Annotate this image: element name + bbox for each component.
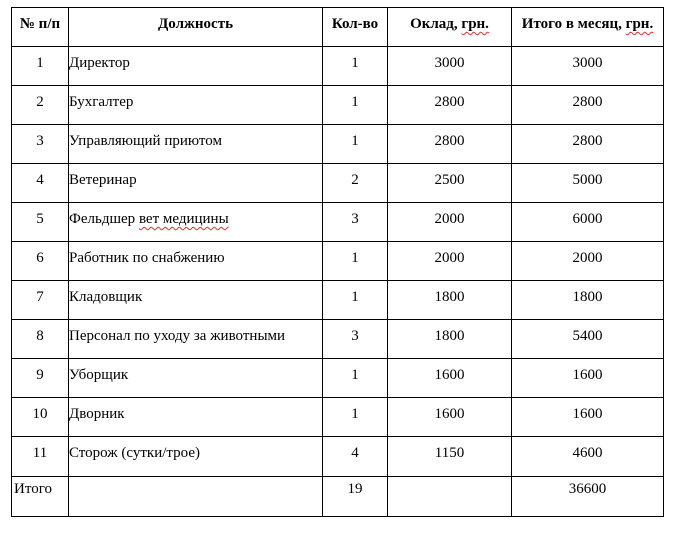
row-total: 2000 (512, 242, 664, 281)
row-total: 1600 (512, 359, 664, 398)
row-position: Фельдшер вет медицины (69, 203, 323, 242)
spellcheck-underline: вет медицины (138, 211, 229, 227)
table-header-row (12, 8, 664, 47)
total-qty: 19 (323, 477, 388, 517)
table-row (12, 125, 664, 164)
grand-total: 36600 (512, 477, 664, 517)
row-position: Кладовщик (69, 281, 323, 320)
table-row (12, 398, 664, 437)
row-qty: 1 (323, 125, 388, 164)
row-salary: 2000 (388, 242, 512, 281)
row-num: 5 (12, 203, 69, 242)
row-salary: 1800 (388, 320, 512, 359)
row-qty: 3 (323, 320, 388, 359)
row-num: 4 (12, 164, 69, 203)
header-position: Должность (69, 8, 323, 47)
row-position: Персонал по уходу за животными (69, 320, 323, 359)
row-salary: 1150 (388, 437, 512, 477)
table-row (12, 320, 664, 359)
header-monthly-total: Итого в месяц, грн. (512, 8, 664, 47)
row-salary: 1600 (388, 398, 512, 437)
total-salary-empty (388, 477, 512, 517)
row-qty: 1 (323, 281, 388, 320)
row-num: 3 (12, 125, 69, 164)
row-total: 2800 (512, 86, 664, 125)
row-total: 6000 (512, 203, 664, 242)
row-salary: 2500 (388, 164, 512, 203)
table-row (12, 281, 664, 320)
header-qty: Кол-во (323, 8, 388, 47)
row-position: Ветеринар (69, 164, 323, 203)
table-row (12, 437, 664, 477)
staff-salary-table (11, 7, 664, 517)
row-qty: 1 (323, 398, 388, 437)
row-num: 10 (12, 398, 69, 437)
row-position: Директор (69, 47, 323, 86)
row-qty: 1 (323, 86, 388, 125)
row-position: Бухгалтер (69, 86, 323, 125)
row-qty: 3 (323, 203, 388, 242)
row-num: 2 (12, 86, 69, 125)
row-qty: 1 (323, 47, 388, 86)
total-position-empty (69, 477, 323, 517)
table-total-row (12, 477, 664, 517)
spellcheck-underline: грн. (625, 16, 654, 32)
row-qty: 4 (323, 437, 388, 477)
table-row (12, 86, 664, 125)
row-num: 8 (12, 320, 69, 359)
row-position: Уборщик (69, 359, 323, 398)
row-position: Работник по снабжению (69, 242, 323, 281)
row-total: 4600 (512, 437, 664, 477)
row-salary: 2000 (388, 203, 512, 242)
row-num: 7 (12, 281, 69, 320)
table-row (12, 242, 664, 281)
row-salary: 1800 (388, 281, 512, 320)
row-total: 1600 (512, 398, 664, 437)
row-num: 9 (12, 359, 69, 398)
table-row (12, 203, 664, 242)
header-salary: Оклад, грн. (388, 8, 512, 47)
table-row (12, 47, 664, 86)
row-total: 5000 (512, 164, 664, 203)
table-row (12, 164, 664, 203)
header-num: № п/п (12, 8, 69, 47)
row-total: 1800 (512, 281, 664, 320)
row-qty: 1 (323, 242, 388, 281)
total-label: Итого (12, 477, 69, 517)
row-salary: 2800 (388, 86, 512, 125)
row-position: Управляющий приютом (69, 125, 323, 164)
row-qty: 2 (323, 164, 388, 203)
table-row (12, 359, 664, 398)
row-qty: 1 (323, 359, 388, 398)
row-total: 3000 (512, 47, 664, 86)
row-total: 2800 (512, 125, 664, 164)
row-salary: 3000 (388, 47, 512, 86)
row-num: 1 (12, 47, 69, 86)
spellcheck-underline: грн. (461, 16, 489, 32)
row-salary: 2800 (388, 125, 512, 164)
row-num: 6 (12, 242, 69, 281)
row-position: Дворник (69, 398, 323, 437)
row-position: Сторож (сутки/трое) (69, 437, 323, 477)
row-total: 5400 (512, 320, 664, 359)
row-num: 11 (12, 437, 69, 477)
row-salary: 1600 (388, 359, 512, 398)
